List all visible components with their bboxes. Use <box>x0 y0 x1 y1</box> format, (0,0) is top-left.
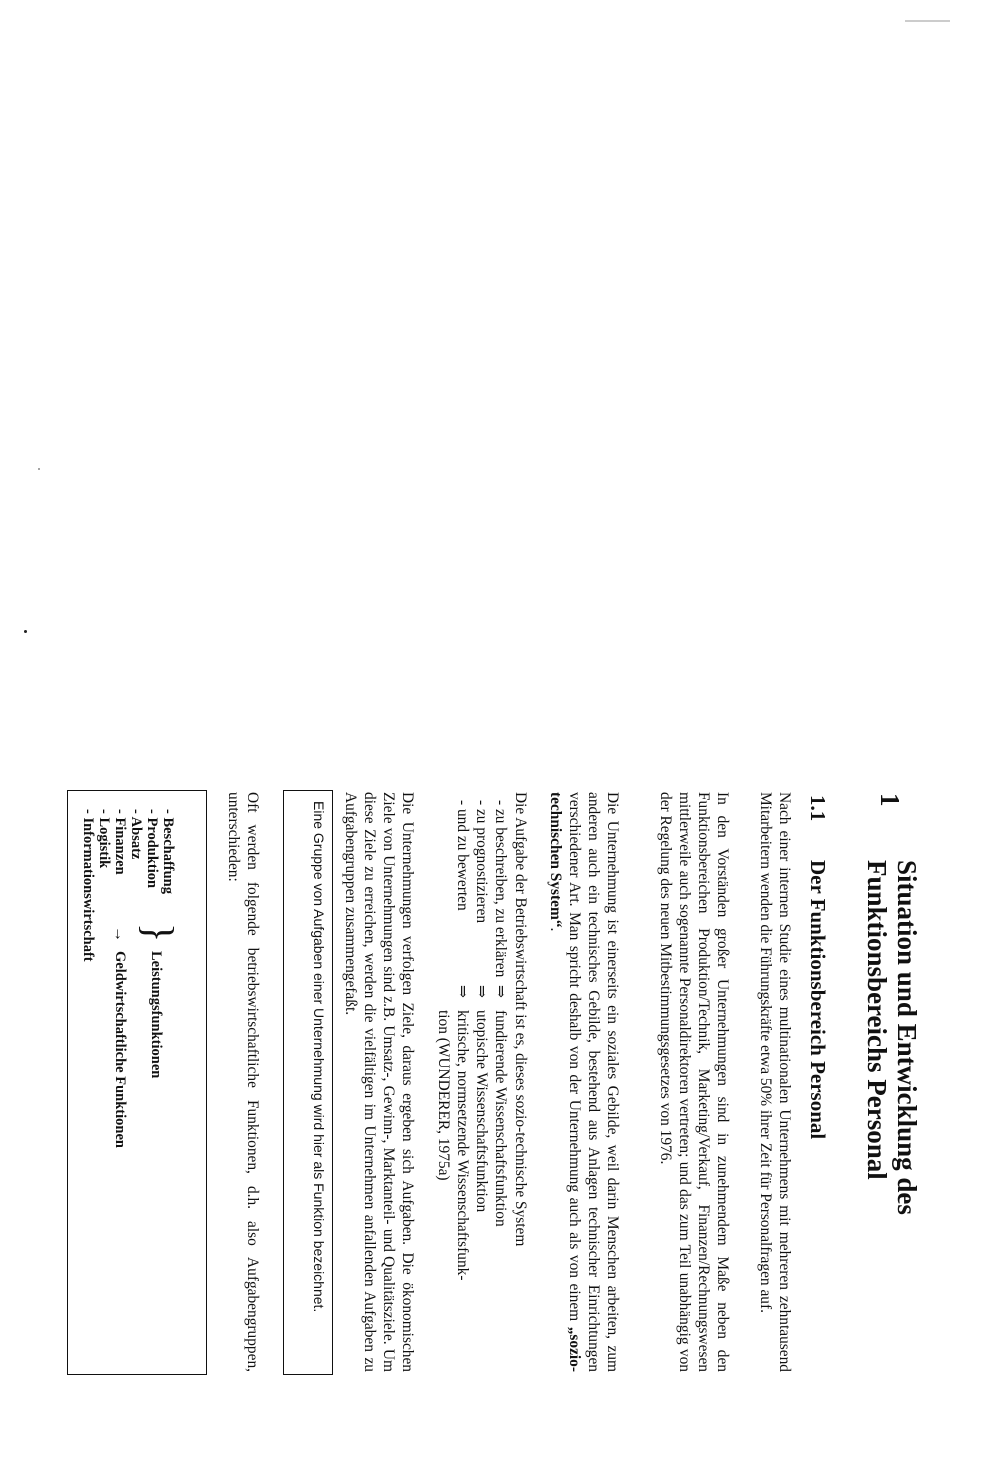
definition-box: Eine Gruppe von Aufgaben einer Unternehmung wird hier als Funktion bezeichnet. <box>283 790 333 1375</box>
paragraph-3 <box>546 792 622 1372</box>
implies-arrow-icon: ⇒ <box>473 985 490 998</box>
list-item <box>453 800 472 1281</box>
paragraph-6: Oft werden folgende betriebswirtschaftliche Funktionen, d.h. also Aufgabengruppen, unterschieden: <box>225 792 261 1372</box>
chapter-title-line1: Situation und Entwicklung des <box>892 860 922 1215</box>
geldwirtschaftliche-label: Geldwirtschaftliche Funktionen <box>112 951 128 1148</box>
function-item: - Logistik <box>96 809 112 869</box>
brace-icon: } <box>134 923 183 943</box>
paragraph-1: Nach einer internen Studie eines multinationalen Unternehmens mit mehreren zehntausend Mitarbeitern wenden die Führungskräfte etwa 50% ihrer Zeit für Personalfragen auf. <box>757 792 793 1372</box>
function-item: - Absatz <box>128 809 144 860</box>
list-item-right: fundierende Wissenschaftsfunktion <box>492 1010 509 1227</box>
list-item-left: - zu prognostizieren <box>473 800 490 924</box>
chapter-title-line2: Funktionsbereichs Personal <box>862 860 892 1180</box>
list-item <box>434 800 453 1181</box>
chapter-title <box>862 860 922 1330</box>
right-arrow-icon: → <box>111 926 128 942</box>
implies-arrow-icon: ⇒ <box>454 985 471 998</box>
list-item <box>472 800 491 1213</box>
function-item: - Informationswirtschaft <box>80 809 96 962</box>
section-number: 1.1 <box>806 795 830 822</box>
function-item: - Finanzen <box>112 809 128 875</box>
list-item-right: kritische, normsetzende Wissenschaftsfunk- <box>454 1010 471 1281</box>
functions-box <box>67 790 207 1375</box>
chapter-number: 1 <box>875 793 905 807</box>
implies-arrow-icon: ⇒ <box>492 985 509 998</box>
paragraph-4: Die Aufgabe der Betriebswirtschaft ist es, dieses sozio-technische System <box>512 792 529 1247</box>
aufgaben-list <box>434 800 510 1281</box>
scan-speck <box>905 20 950 22</box>
list-item-left: - zu beschreiben, zu erklären <box>492 800 509 978</box>
function-item: - Beschaffung <box>160 809 176 894</box>
paragraph-5: Die Unternehmungen verfolgen Ziele, daraus ergeben sich Aufgaben. Die ökonomischen Ziele von Unternehmungen sind z.B. Umsatz-, Gewinn-, Marktanteil- und Qualitätsziele. Um diese Ziele zu erreichen, werden die vielfältigen im Unternehmen anfallenden Aufgaben zu Aufgabengruppen zusammengefaßt. <box>342 792 416 1372</box>
paragraph-3-text: Die Unternehmung ist einerseits ein soziales Gebilde, weil darin Menschen arbeiten, zum anderen auch ein technisches Gebilde, bestehend aus Anlagen technischer Einrichtungen verschiedener Art. Man spricht deshalb von der Unternehmung auch als von einem <box>566 792 621 1372</box>
list-item-right: tion (WUNDERER, 1975a) <box>435 1010 452 1181</box>
list-item-left: - und zu bewerten <box>454 800 471 911</box>
leistungsfunktionen-label: Leistungsfunktionen <box>148 951 164 1079</box>
paragraph-2: In den Vorständen großer Unternehmungen sind in zunehmendem Maße neben den Funktionsbereichen Produktion/Technik, Marketing/Verkauf, Finanzen/Rechnungswesen mittlerweile auch sogenannte Personaldirektoren vertreten; und das zum Teil unabhängig von der Regelung des neuen Mitbestimmungsgesetzes von 1976. <box>657 792 731 1372</box>
paragraph-3-end: . <box>547 927 564 932</box>
function-item: - Produktion <box>144 809 160 889</box>
section-title: Der Funktionsbereich Personal <box>806 860 830 1140</box>
list-item <box>491 800 510 1227</box>
scan-speck <box>24 630 27 633</box>
paragraph-3-bold-term: „sozio-technischen System“ <box>547 792 583 1372</box>
list-item-right: utopische Wissenschaftsfunktion <box>473 1010 490 1213</box>
scan-speck <box>38 468 40 470</box>
